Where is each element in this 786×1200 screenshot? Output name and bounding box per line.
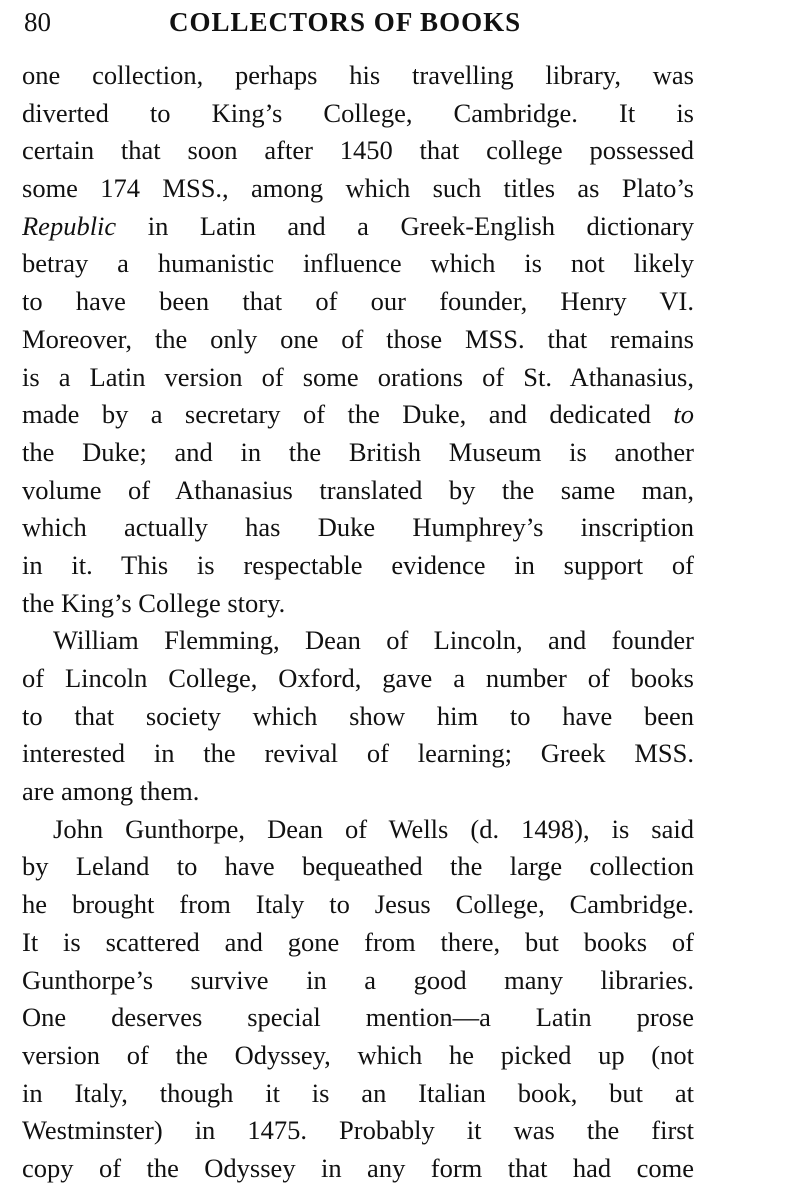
text-line: One deserves special mention—a Latin prose [22,1002,694,1033]
text-line: in Italy, though it is an Italian book, but at [22,1077,694,1108]
text-line: the Duke; and in the British Museum is another [22,436,694,467]
text-line: John Gunthorpe, Dean of Wells (d. 1498), is said [53,813,694,844]
text-line: Gunthorpe’s survive in a good many libraries. [22,964,694,995]
text-line: some 174 MSS., among which such titles as Plato’s [22,173,694,204]
text-line: he brought from Italy to Jesus College, Cambridge. [22,889,694,920]
text-line [22,396,694,434]
text-line [22,208,694,246]
paragraph [22,811,694,1188]
text-line: in it. This is respectable evidence in support of [22,549,694,580]
text-line: Moreover, the only one of those MSS. that remains [22,323,694,354]
paragraph [22,622,694,810]
text-line: betray a humanistic influence which is not likely [22,248,694,279]
text-line: certain that soon after 1450 that college possessed [22,135,694,166]
text-line: William Flemming, Dean of Lincoln, and founder [53,625,694,656]
text-line: interested in the revival of learning; Greek MSS. [22,738,694,769]
body-text [22,57,694,1188]
paragraph [22,57,694,622]
text-run: in Latin and a Greek-English dictionary [116,210,694,241]
italic-title: Republic [22,210,117,241]
italic-word: to [673,399,694,430]
text-line: to have been that of our founder, Henry VI. [22,286,694,317]
text-line: Westminster) in 1475. Probably it was the first [22,1115,694,1146]
text-line: version of the Odyssey, which he picked up (not [22,1039,694,1070]
text-line: one collection, perhaps his travelling library, was [22,60,694,90]
page-number: 80 [24,7,51,37]
text-line: by Leland to have bequeathed the large collection [22,851,694,882]
text-line: of Lincoln College, Oxford, gave a number of books [22,663,694,693]
running-head [24,4,694,40]
text-line: diverted to King’s College, Cambridge. It is [22,97,694,128]
text-line: is a Latin version of some orations of St. Athanasius, [22,361,694,392]
text-line: volume of Athanasius translated by the same man, [22,474,694,505]
text-line: are among them. [22,776,200,807]
running-title: COLLECTORS OF BOOKS [169,7,522,37]
text-line: which actually has Duke Humphrey’s inscription [22,512,694,543]
text-line: to that society which show him to have been [22,700,694,731]
text-line: copy of the Odyssey in any form that had come [22,1152,694,1183]
text-run: made by a secretary of the Duke, and dedicated [22,399,674,430]
text-line: It is scattered and gone from there, but books of [22,926,694,957]
text-line: the King’s College story. [22,587,286,618]
